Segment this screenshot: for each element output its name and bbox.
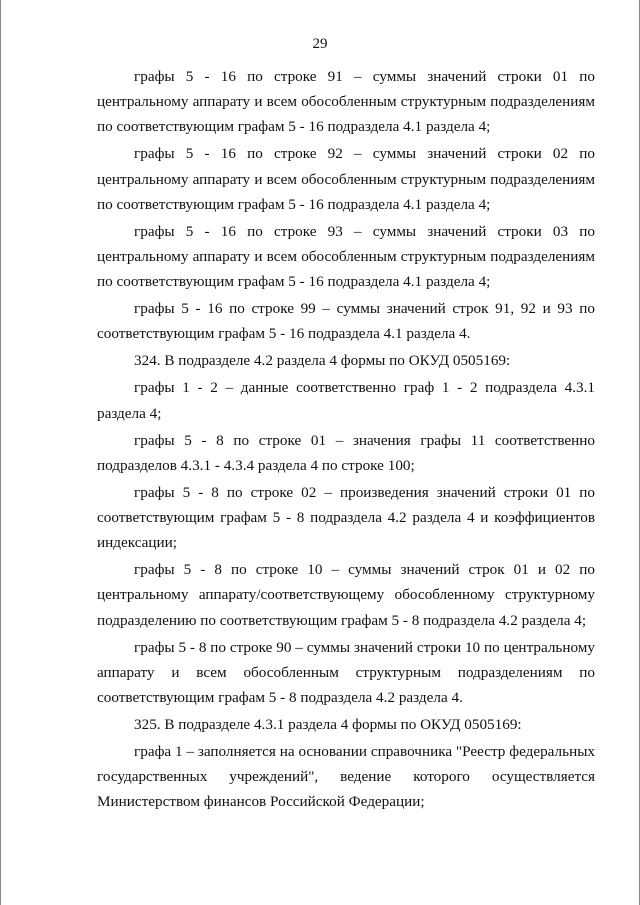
section-heading-324: 324. В подразделе 4.2 раздела 4 формы по ОКУД 0505169: <box>134 352 511 370</box>
section-heading-325: 325. В подразделе 4.3.1 раздела 4 формы по ОКУД 0505169: <box>134 716 522 734</box>
document-body <box>97 64 595 816</box>
paragraph: графа 1 – заполняется на основании справочника "Реестр федеральных государственных учреждений", ведение которого осуществляется Министерством финансов Российской Федерации; <box>97 743 595 811</box>
paragraph: графы 5 - 8 по строке 02 – произведения значений строки 01 по соответствующим графам 5 - 8 подраздела 4.2 раздела 4 и коэффициентов индексации; <box>97 483 595 552</box>
paragraph: графы 5 - 16 по строке 92 – суммы значений строки 02 по центральному аппарату и всем обособленным структурным подразделениям по соответствующим графам 5 - 16 подраздела 4.1 раздела 4; <box>97 145 595 213</box>
paragraph: графы 5 - 8 по строке 10 – суммы значений строк 01 и 02 по центральному аппарату/соответствующему обособленному структурному подразделению по соответствующим графам 5 - 8 подраздела 4.2 раздела 4; <box>97 561 595 629</box>
page-number: 29 <box>312 36 328 52</box>
paragraph: графы 5 - 8 по строке 90 – суммы значений строки 10 по центральному аппарату и всем обособленным структурным подразделениям по соответствующим графам 5 - 8 подраздела 4.2 раздела 4. <box>97 638 595 707</box>
paragraph: графы 5 - 16 по строке 91 – суммы значений строки 01 по центральному аппарату и всем обособленным структурным подразделениям по соответствующим графам 5 - 16 подраздела 4.1 раздела 4; <box>97 68 595 136</box>
paragraph: графы 5 - 16 по строке 99 – суммы значений строк 91, 92 и 93 по соответствующим графам 5 - 16 подраздела 4.1 раздела 4. <box>97 300 595 343</box>
paragraph: графы 5 - 8 по строке 01 – значения графы 11 соответственно подразделов 4.3.1 - 4.3.4 раздела 4 по строке 100; <box>97 431 595 474</box>
paragraph: графы 5 - 16 по строке 93 – суммы значений строки 03 по центральному аппарату и всем обособленным структурным подразделениям по соответствующим графам 5 - 16 подраздела 4.1 раздела 4; <box>97 222 595 291</box>
paragraph: графы 1 - 2 – данные соответственно граф 1 - 2 подраздела 4.3.1 раздела 4; <box>97 379 595 422</box>
